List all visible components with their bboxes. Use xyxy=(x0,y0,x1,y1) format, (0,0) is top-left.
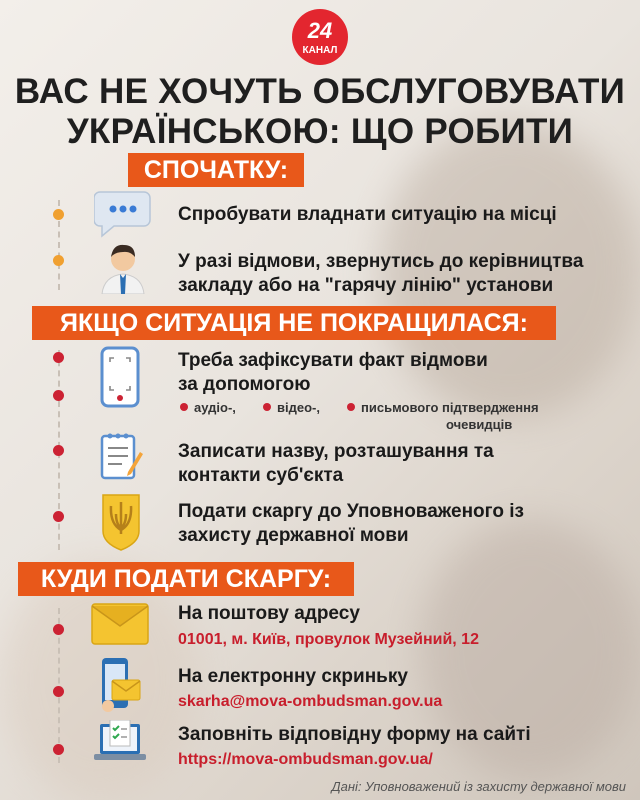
bullet xyxy=(53,352,64,363)
section-banner-third: КУДИ ПОДАТИ СКАРГУ: xyxy=(18,562,354,596)
option-dot xyxy=(347,403,355,411)
option-audio xyxy=(180,400,236,416)
manager-avatar-icon xyxy=(96,240,150,294)
logo-label: КАНАЛ xyxy=(302,45,338,56)
notepad-pen-icon xyxy=(98,430,144,482)
envelope-icon xyxy=(90,602,150,646)
bullet xyxy=(53,686,64,697)
option-dot xyxy=(180,403,188,411)
step-text-line2: контакти суб'єкта xyxy=(178,465,344,486)
bullet xyxy=(53,390,64,401)
bullet xyxy=(53,744,64,755)
option-dot xyxy=(263,403,271,411)
bullet xyxy=(53,511,64,522)
complaint-channel-title: Заповніть відповідну форму на сайті xyxy=(178,724,531,745)
bullet xyxy=(53,209,64,220)
option-label: письмового підтвердження xyxy=(361,400,539,415)
step-text-line1: Треба зафіксувати факт відмови xyxy=(178,350,488,371)
step-text-line2: за допомогою xyxy=(178,374,311,395)
step-text-line1: Записати назву, розташування та xyxy=(178,441,494,462)
complaint-channel-title: На поштову адресу xyxy=(178,603,360,624)
page-title-line1: ВАС НЕ ХОЧУТЬ ОБСЛУГОВУВАТИ xyxy=(14,72,626,111)
phone-email-icon xyxy=(98,656,144,714)
step-text-line2: закладу або на "гарячу лінію" установи xyxy=(178,275,554,296)
option-written xyxy=(347,400,539,416)
bullet xyxy=(53,445,64,456)
step-text: Спробувати владнати ситуацію на місці xyxy=(178,204,557,225)
channel-logo xyxy=(291,8,349,66)
option-label: відео-, xyxy=(277,400,320,415)
section-banner-second: ЯКЩО СИТУАЦІЯ НЕ ПОКРАЩИЛАСЯ: xyxy=(32,306,556,340)
bullet xyxy=(53,255,64,266)
complaint-channel-title: На електронну скриньку xyxy=(178,666,408,687)
logo-number: 24 xyxy=(307,18,333,43)
step-text-line1: Подати скаргу до Уповноваженого із xyxy=(178,501,524,522)
bullet xyxy=(53,624,64,635)
trident-emblem-icon xyxy=(100,492,142,552)
complaint-channel-detail: 01001, м. Київ, провулок Музейний, 12 xyxy=(178,631,479,648)
page-title-line2: УКРАЇНСЬКОЮ: ЩО РОБИТИ xyxy=(66,112,574,151)
smartphone-recording-icon xyxy=(100,346,140,408)
source-note: Дані: Уповноважений із захисту державної мови xyxy=(331,779,626,794)
step-text-line2: захисту державної мови xyxy=(178,525,409,546)
complaint-channel-detail: https://mova-ombudsman.gov.ua/ xyxy=(178,751,433,768)
section-banner-first: СПОЧАТКУ: xyxy=(128,153,304,187)
step-text-line1: У разі відмови, звернутись до керівництва xyxy=(178,251,584,272)
option-witnesses: очевидців xyxy=(446,417,513,432)
option-video xyxy=(263,400,320,416)
chat-bubble-icon xyxy=(94,188,152,240)
laptop-form-icon xyxy=(92,720,148,766)
complaint-channel-detail: skarha@mova-ombudsman.gov.ua xyxy=(178,693,443,710)
option-label: аудіо-, xyxy=(194,400,236,415)
